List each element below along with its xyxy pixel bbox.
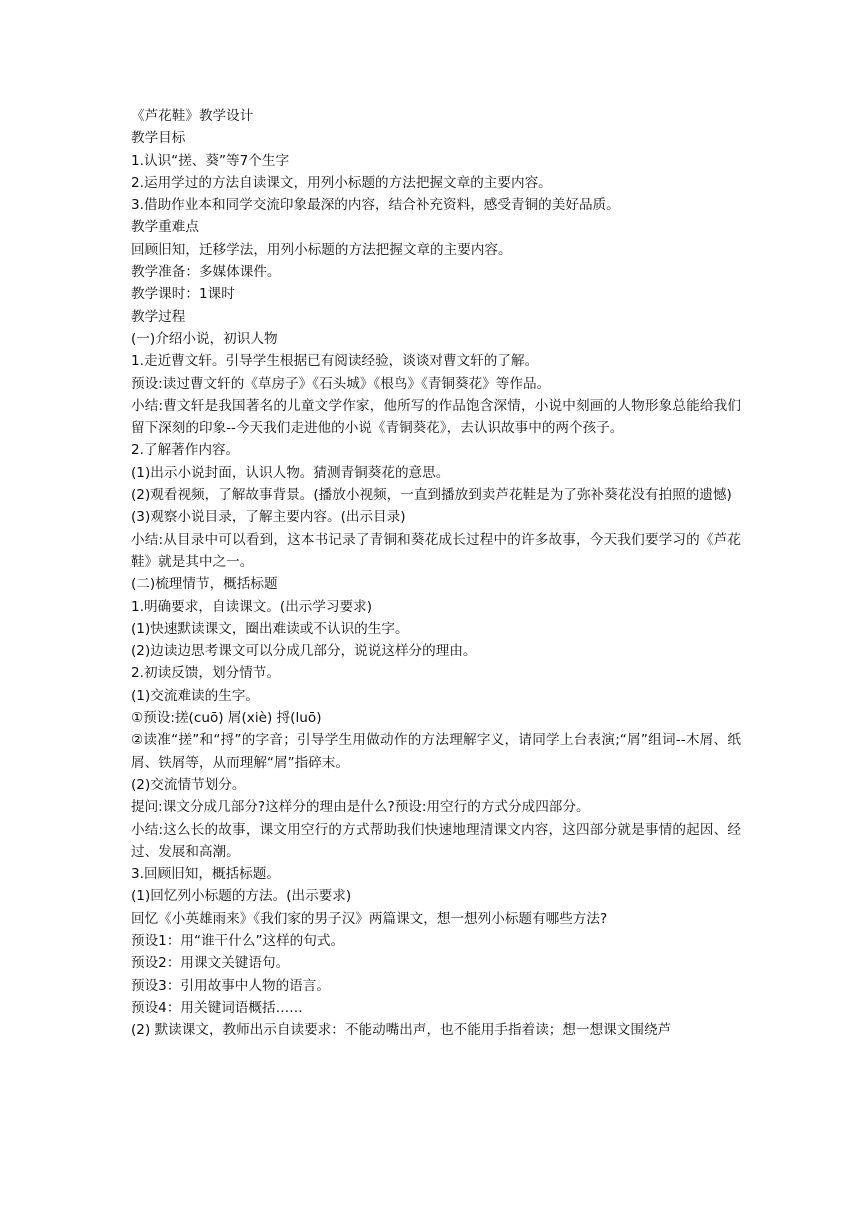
paragraph: 3.借助作业本和同学交流印象最深的内容，结合补充资料，感受青铜的美好品质。 [131,197,620,214]
paragraph: 3.回顾旧知，概括标题。 [131,866,280,883]
paragraph: (2)观看视频，了解故事背景。(播放小视频，一直到播放到卖芦花鞋是为了弥补葵花没有拍照的遗憾) [131,487,732,504]
section-heading: 教学过程 [131,308,186,325]
paragraph: ②读准“搓”和“捋”的字音；引导学生用做动作的方法理解字义，请同学上台表演;“屑”组词--木屑、纸屑、铁屑等，从而理解“屑”指碎末。 [131,732,741,771]
paragraph: 小结:这么长的故事，课文用空行的方式帮助我们快速地理清课文内容，这四部分就是事情的起因、经过、发展和高潮。 [131,821,741,860]
paragraph: 预设2：用课文关键语句。 [131,955,290,972]
paragraph: 预设:读过曹文轩的《草房子》《石头城》《根鸟》《青铜葵花》等作品。 [131,375,551,392]
paragraph: (1)出示小说封面，认识人物。猜测青铜葵花的意思。 [131,464,450,481]
paragraph: (2)交流情节划分。 [131,776,246,793]
paragraph: 提问:课文分成几部分?这样分的理由是什么?预设:用空行的方式分成四部分。 [131,799,590,816]
subsection-heading: (一)介绍小说，初识人物 [131,330,278,347]
paragraph: 1.认识“搓、葵”等7个生字 [131,152,290,169]
paragraph: 预设4：用关键词语概括…… [131,999,303,1016]
document-title: 《芦花鞋》教学设计 [131,108,254,124]
paragraph: 小结:从目录中可以看到，这本书记录了青铜和葵花成长过程中的许多故事，今天我们要学习的《芦花鞋》就是其中之一。 [131,531,741,570]
paragraph: 预设1：用“谁干什么”这样的句式。 [131,932,345,949]
paragraph: (1)快速默读课文，圈出难读或不认识的生字。 [131,620,409,637]
paragraph: 2.运用学过的方法自读课文，用列小标题的方法把握文章的主要内容。 [131,174,552,191]
paragraph: 2.初读反馈，划分情节。 [131,665,280,682]
paragraph: 回顾旧知，迁移学法，用列小标题的方法把握文章的主要内容。 [131,241,512,258]
paragraph: 小结:曹文轩是我国著名的儿童文学作家，他所写的作品饱含深情，小说中刻画的人物形象总能给我们留下深刻的印象--今天我们走进他的小说《青铜葵花》，去认识故事中的两个孩子。 [131,397,741,437]
subsection-heading: (二)梳理情节，概括标题 [131,576,278,593]
document-body [131,105,741,1041]
paragraph: (2) 默读课文，教师出示自读要求：不能动嘴出声，也不能用手指着读；想一想课文围绕芦 [131,1022,672,1039]
section-heading: 教学重难点 [131,219,199,236]
paragraph: 回忆《小英雄雨来》《我们家的男子汉》两篇课文，想一想列小标题有哪些方法? [131,910,608,927]
section-heading: 教学目标 [131,130,186,147]
paragraph: (2)边读边思考课文可以分成几部分，说说这样分的理由。 [131,643,477,660]
paragraph: (1)交流难读的生字。 [131,687,260,704]
paragraph: 2.了解著作内容。 [131,442,240,459]
paragraph: ①预设:搓(cuō) 屑(xiè) 捋(luō) [131,710,322,727]
paragraph: (1)回忆列小标题的方法。(出示要求) [131,888,352,905]
paragraph: (3)观察小说目录，了解主要内容。(出示目录) [131,509,406,526]
paragraph: 教学课时：1课时 [131,286,235,303]
paragraph: 预设3：引用故事中人物的语言。 [131,977,330,994]
paragraph: 1.明确要求，自读课文。(出示学习要求) [131,598,373,615]
paragraph: 1.走近曹文轩。引导学生根据已有阅读经验，谈谈对曹文轩的了解。 [131,353,539,370]
paragraph: 教学准备：多媒体课件。 [131,264,281,281]
